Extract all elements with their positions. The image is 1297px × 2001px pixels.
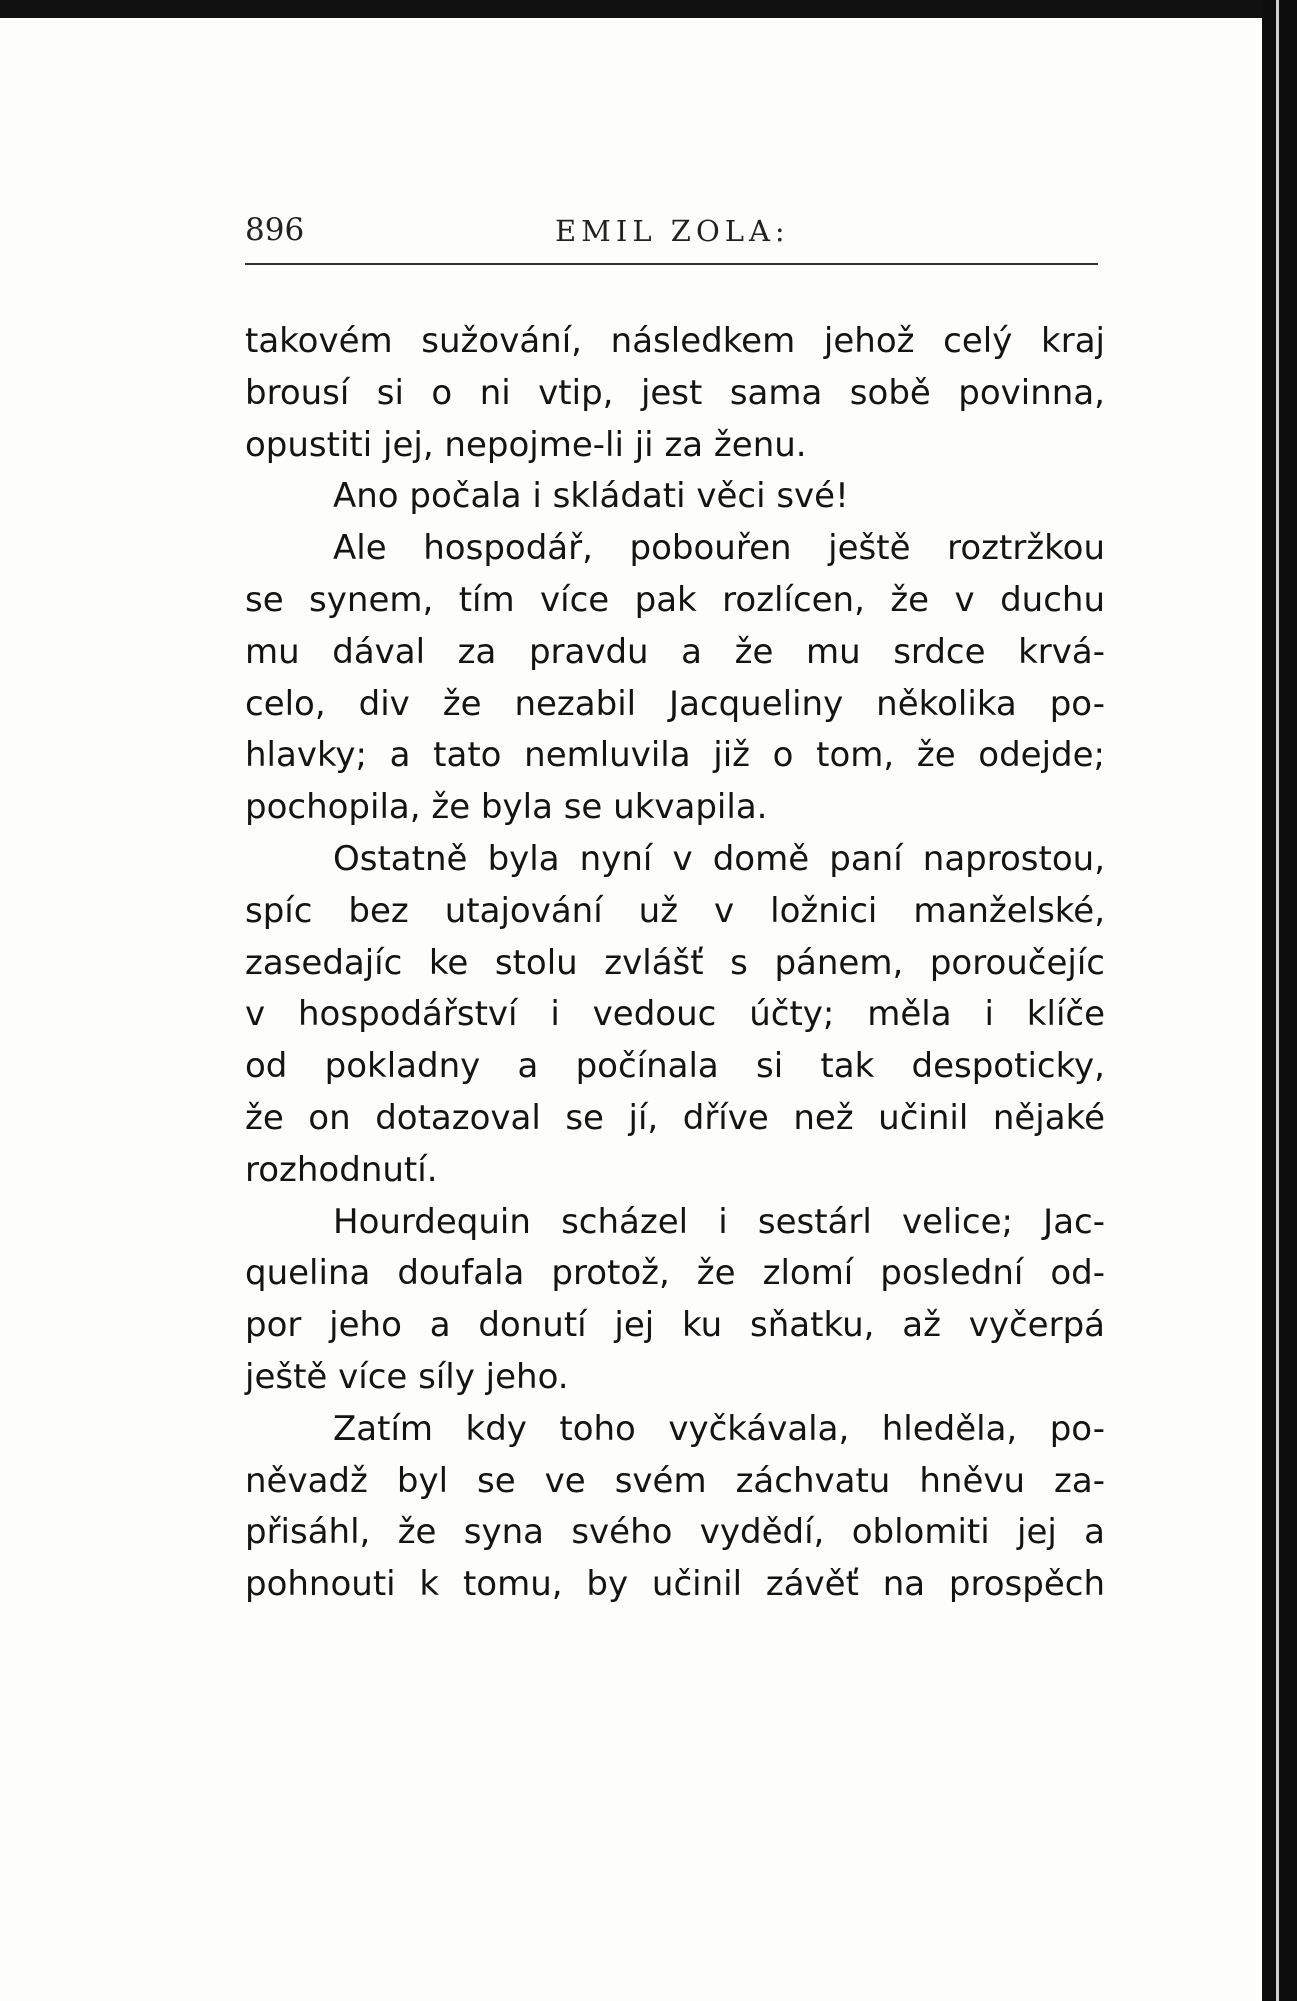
header-rule (245, 263, 1098, 265)
text-line: celo, div že nezabil Jacqueliny několika po- (245, 683, 1105, 724)
text-line: se synem, tím více pak rozlícen, že v duchu (245, 579, 1105, 620)
text-line: Ostatně byla nyní v domě paní naprostou, (333, 838, 1105, 879)
text-line: Ale hospodář, pobouřen ještě roztržkou (333, 528, 1105, 569)
body-text (245, 316, 1105, 1611)
text-line: Zatím kdy toho vyčkávala, hleděla, po- (333, 1408, 1105, 1449)
text-line: ještě více síly jeho. (245, 1356, 569, 1397)
running-head: EMIL ZOLA: (555, 214, 790, 248)
text-line: por jeho a donutí jej ku sňatku, až vyčerpá (245, 1305, 1105, 1346)
page-edge (1262, 0, 1297, 2001)
edge-line (1276, 0, 1279, 2001)
text-line: takovém sužování, následkem jehož celý kraj (245, 321, 1105, 361)
text-line: hlavky; a tato nemluvila již o tom, že odejde; (245, 735, 1105, 776)
text-line: spíc bez utajování už v ložnici manželské, (245, 890, 1105, 931)
text-line: mu dával za pravdu a že mu srdce krvá- (245, 631, 1105, 672)
text-line: opustiti jej, nepojme-li ji za ženu. (245, 424, 807, 465)
text-line: pohnouti k tomu, by učinil závěť na prospěch (245, 1564, 1105, 1605)
text-line: něvadž byl se ve svém záchvatu hněvu za- (245, 1460, 1105, 1501)
page-header (245, 212, 1100, 258)
text-line: rozhodnutí. (245, 1149, 438, 1190)
text-line: pochopila, že byla se ukvapila. (245, 787, 768, 828)
text-line: od pokladny a počínala si tak despoticky, (245, 1046, 1105, 1087)
page-number: 896 (245, 212, 305, 248)
text-line: Ano počala i skládati věci své! (333, 476, 849, 517)
text-line: brousí si o ni vtip, jest sama sobě povinna, (245, 372, 1105, 413)
text-line: přisáhl, že syna svého vydědí, oblomiti jej a (245, 1512, 1105, 1553)
text-line: v hospodářství i vedouc účty; měla i klíče (245, 994, 1105, 1035)
text-line: zasedajíc ke stolu zvlášť s pánem, poroučejíc (245, 942, 1105, 983)
text-line: že on dotazoval se jí, dříve než učinil nějaké (245, 1097, 1105, 1138)
text-line: Hourdequin scházel i sestárl velice; Jac- (333, 1201, 1105, 1242)
text-line: quelina doufala protož, že zlomí poslední od- (245, 1253, 1105, 1294)
